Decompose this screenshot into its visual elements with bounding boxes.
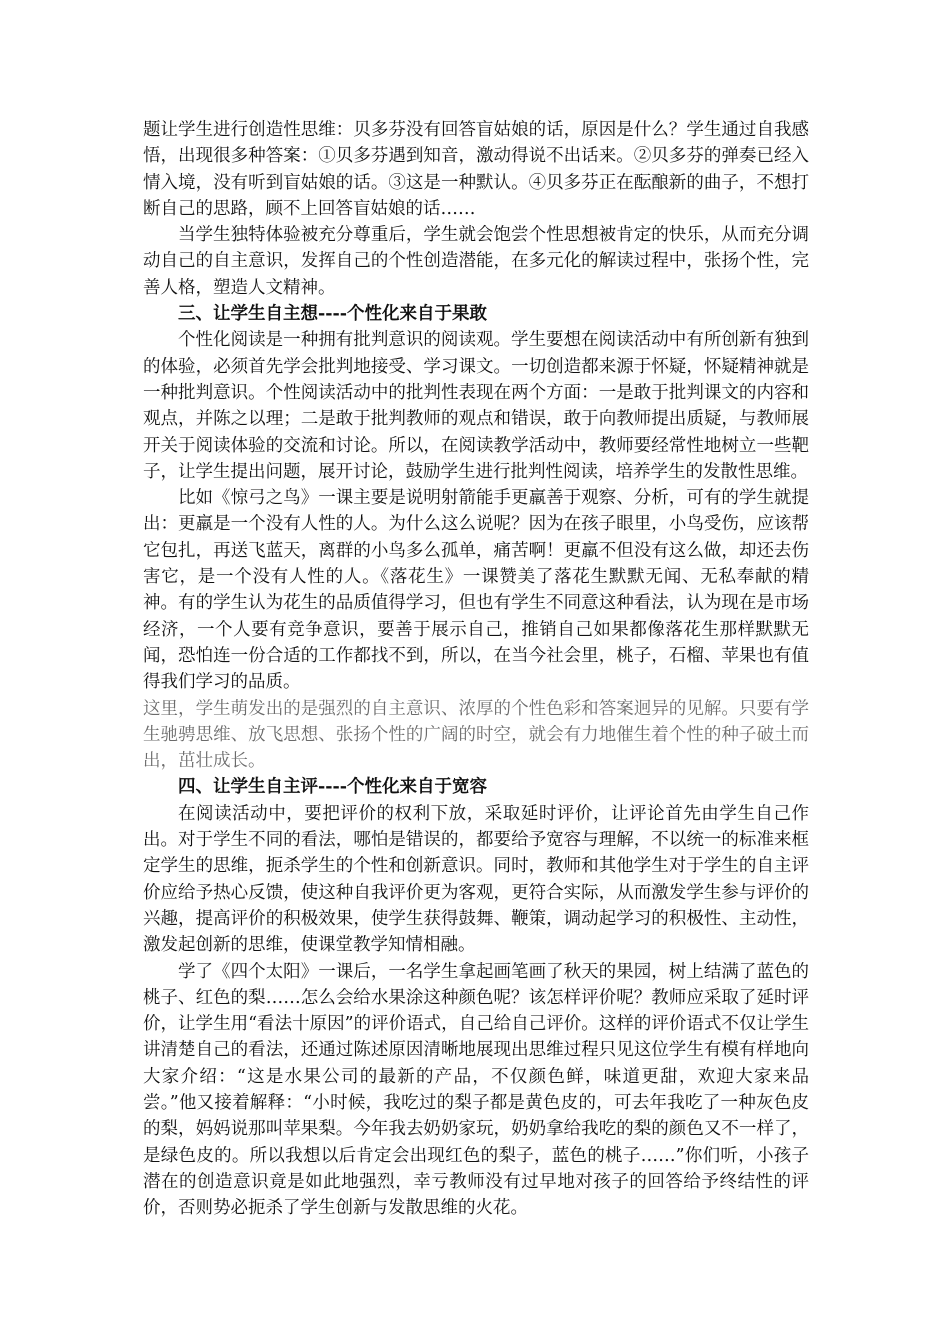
- paragraph-critical-reading: 个性化阅读是一种拥有批判意识的阅读观。学生要想在阅读活动中有所创新有独到的体验，必须首先学会批判地接受、学习课文。一切创造都来源于怀疑，怀疑精神就是一种批判意识。个性阅读活动中的批判性表现在两个方面：一是敢于批判课文的内容和观点，并陈之以理；二是敢于批判教师的观点和错误，敢于向教师提出质疑，与教师展开关于阅读体验的交流和讨论。所以，在阅读教学活动中，教师要经常性地树立一些靶子，让学生提出问题，展开讨论，鼓励学生进行批判性阅读，培养学生的发散性思维。: [143, 330, 809, 482]
- paragraph-summary: 这里，学生萌发出的是强烈的自主意识、浓厚的个性色彩和答案迥异的见解。只要有学生驰骋思维、放飞思想、张扬个性的广阔的时空，就会有力地催生着个性的种子破土而出，茁壮成长。: [143, 698, 809, 772]
- paragraph-delayed-evaluation: 在阅读活动中，要把评价的权利下放，采取延时评价，让评论首先由学生自己作出。对于学生不同的看法，哪怕是错误的，都要给予宽容与理解，不以统一的标准来框定学生的思维，扼杀学生的个性和创新意识。同时，教师和其他学生对于学生的自主评价应给予热心反馈，使这种自我评价更为客观，更符合实际，从而激发学生参与评价的兴趣，提高评价的积极效果，使学生获得鼓舞、鞭策，调动起学习的积极性、主动性，激发起创新的思维，使课堂教学知情相融。: [143, 803, 809, 956]
- paragraph-examples: 比如《惊弓之鸟》一课主要是说明射箭能手更羸善于观察、分析，可有的学生就提出：更羸是一个没有人性的人。为什么这么说呢？因为在孩子眼里，小鸟受伤，应该帮它包扎，再送飞蓝天，离群的小鸟多么孤单，痛苦啊！更羸不但没有这么做，却还去伤害它，是一个没有人性的人。《落花生》一课赞美了落花生默默无闻、无私奉献的精神。有的学生认为花生的品质值得学习，但也有学生不同意这种看法，认为现在是市场经济，一个人要有竞争意识，要善于展示自己，推销自己如果都像落花生那样默默无闻，恐怕连一份合适的工作都找不到，所以，在当今社会里，桃子，石榴、苹果也有值得我们学习的品质。: [143, 488, 809, 693]
- section-heading-3: 三、让学生自主想----个性化来自于果敢: [178, 304, 488, 325]
- section-heading-4: 四、让学生自主评----个性化来自于宽容: [178, 777, 488, 798]
- paragraph-experience-respected: 当学生独特体验被充分尊重后，学生就会饱尝个性思想被肯定的快乐，从而充分调动自己的自主意识，发挥自己的个性创造潜能，在多元化的解读过程中，张扬个性，完善人格，塑造人文精神。: [143, 225, 809, 298]
- paragraph-answers: 题让学生进行创造性思维：贝多芬没有回答盲姑娘的话，原因是什么？学生通过自我感悟，出现很多种答案：①贝多芬遇到知音，激动得说不出话来。②贝多芬的弹奏已经入情入境，没有听到盲姑娘的话。③这是一种默认。④贝多芬正在酝酿新的曲子，不想打断自己的思路，顾不上回答盲姑娘的话……: [143, 120, 809, 219]
- document-page: [143, 117, 809, 1221]
- paragraph-four-suns-example: 学了《四个太阳》一课后，一名学生拿起画笔画了秋天的果园，树上结满了蓝色的桃子、红色的梨……怎么会给水果涂这种颜色呢？该怎样评价呢？教师应采取了延时评价，让学生用“看法十原因”的评价语式，自己给自己评价。这样的评价语式不仅让学生讲清楚自己的看法，还通过陈述原因清晰地展现出思维过程只见这位学生有模有样地向大家介绍：“这是水果公司的最新的产品，不仅颜色鲜，味道更甜，欢迎大家来品尝。”他又接着解释：“小时候，我吃过的梨子都是黄色皮的，可去年我吃了一种灰色皮的梨，妈妈说那叫苹果梨。今年我去奶奶家玩，奶奶拿给我吃的梨的颜色又不一样了，是绿色皮的。所以我想以后肯定会出现红色的梨子，蓝色的桃子……”你们听，小孩子潜在的创造意识竟是如此地强烈，幸亏教师没有过早地对孩子的回答给予终结性的评价，否则势必扼杀了学生创新与发散思维的火花。: [143, 961, 809, 1219]
